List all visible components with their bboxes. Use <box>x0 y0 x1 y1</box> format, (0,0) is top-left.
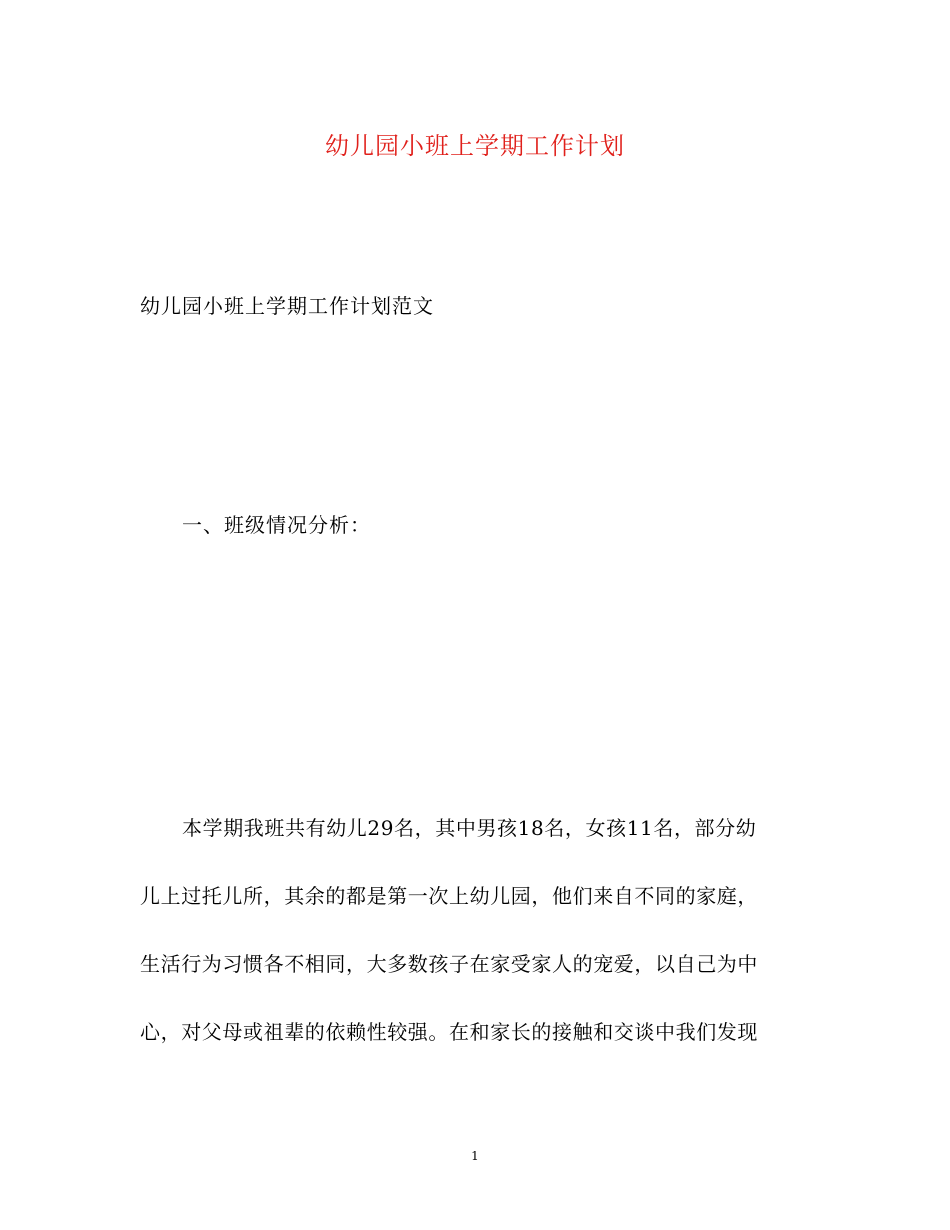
paragraph-line: 心，对父母或祖辈的依赖性较强。在和家长的接触和交谈中我们发现 <box>140 1020 758 1044</box>
paragraph-line: 生活行为习惯各不相同，大多数孩子在家受家人的宠爱，以自己为中 <box>140 952 758 976</box>
body-paragraph <box>140 794 820 1066</box>
document-subtitle: 幼儿园小班上学期工作计划范文 <box>140 294 434 318</box>
paragraph-line: 儿上过托儿所，其余的都是第一次上幼儿园，他们来自不同的家庭， <box>140 884 758 908</box>
page-number: 1 <box>471 1149 479 1163</box>
document-title: 幼儿园小班上学期工作计划 <box>325 132 625 160</box>
section-heading: 一、班级情况分析： <box>182 513 371 537</box>
paragraph-line: 本学期我班共有幼儿29名，其中男孩18名，女孩11名，部分幼 <box>182 816 757 840</box>
